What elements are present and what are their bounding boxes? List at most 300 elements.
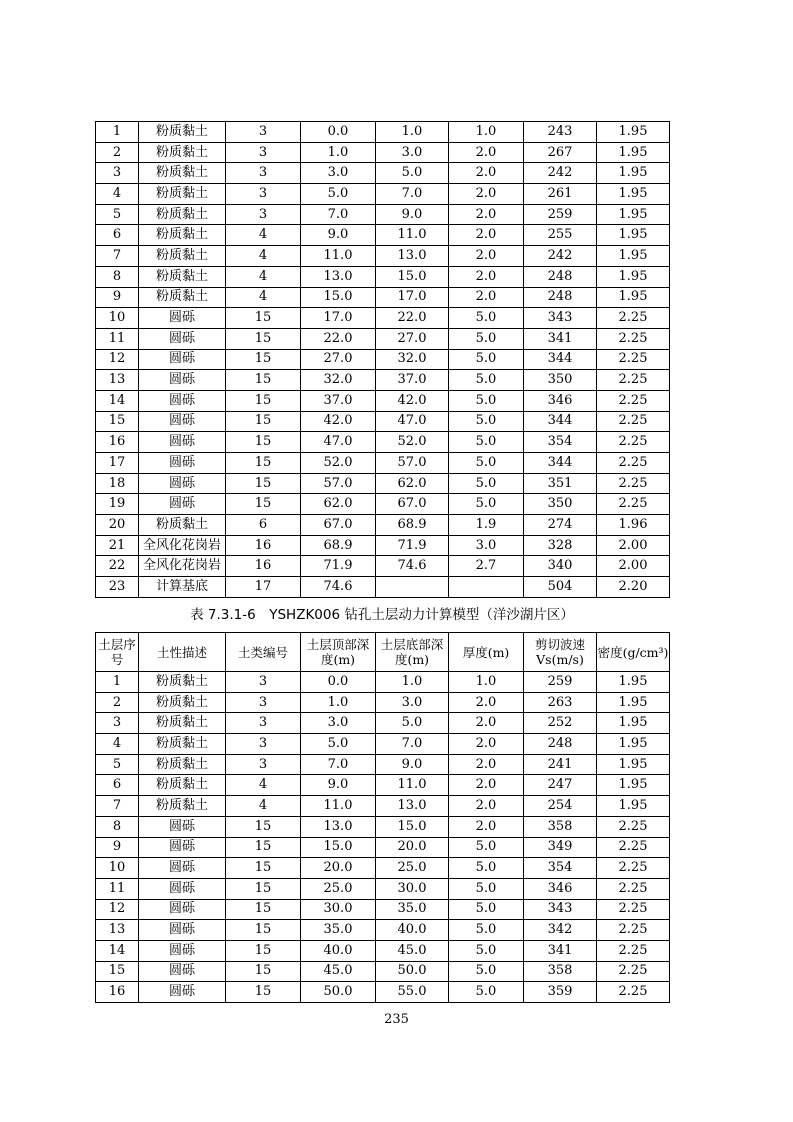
table-row xyxy=(96,961,670,982)
table-cell: 47.0 xyxy=(376,411,449,432)
table-cell: 1.95 xyxy=(597,163,670,184)
table-cell: 350 xyxy=(524,370,597,391)
table-cell: 2.0 xyxy=(449,163,524,184)
table-cell: 15 xyxy=(226,899,301,920)
table-row xyxy=(96,349,670,370)
table-cell: 粉质黏土 xyxy=(139,692,226,713)
table-cell: 圆砾 xyxy=(139,858,226,879)
table-cell: 4 xyxy=(226,225,301,246)
table-cell: 3 xyxy=(226,734,301,755)
table-cell: 2.25 xyxy=(597,453,670,474)
table-cell: 17 xyxy=(96,453,139,474)
table-cell: 504 xyxy=(524,577,597,598)
table-cell: 2.00 xyxy=(597,535,670,556)
table-cell: 255 xyxy=(524,225,597,246)
table-row xyxy=(96,515,670,536)
table-cell: 2.0 xyxy=(449,754,524,775)
table-cell: 241 xyxy=(524,754,597,775)
table-cell: 5.0 xyxy=(449,920,524,941)
table-cell: 1.95 xyxy=(597,204,670,225)
table-cell: 1.0 xyxy=(449,122,524,143)
table-cell: 粉质黏土 xyxy=(139,163,226,184)
table-cell: 1.0 xyxy=(376,672,449,693)
table-cell: 粉质黏土 xyxy=(139,225,226,246)
table-cell: 5.0 xyxy=(449,328,524,349)
table-cell: 358 xyxy=(524,961,597,982)
table-cell: 14 xyxy=(96,390,139,411)
table-cell: 3 xyxy=(226,672,301,693)
table-cell: 14 xyxy=(96,940,139,961)
table-cell: 2.0 xyxy=(449,734,524,755)
table-cell: 8 xyxy=(96,816,139,837)
table-row xyxy=(96,982,670,1003)
table-row xyxy=(96,390,670,411)
table-cell: 粉质黏土 xyxy=(139,204,226,225)
table-cell: 圆砾 xyxy=(139,349,226,370)
table-cell: 2.25 xyxy=(597,308,670,329)
table-row xyxy=(96,672,670,693)
table-cell: 5.0 xyxy=(449,411,524,432)
table-cell: 2.25 xyxy=(597,390,670,411)
table-cell: 25.0 xyxy=(301,878,376,899)
table-cell: 2.25 xyxy=(597,494,670,515)
table-cell: 354 xyxy=(524,858,597,879)
header-top-depth: 土层顶部深度(m) xyxy=(301,633,376,672)
table-cell: 11.0 xyxy=(301,246,376,267)
table-row xyxy=(96,899,670,920)
table-cell: 计算基底 xyxy=(139,577,226,598)
table-cell: 2.25 xyxy=(597,473,670,494)
table-cell: 9 xyxy=(96,837,139,858)
table-row xyxy=(96,494,670,515)
table-cell: 5.0 xyxy=(449,349,524,370)
table-cell: 4 xyxy=(226,775,301,796)
table-cell: 1.95 xyxy=(597,734,670,755)
table-cell: 5.0 xyxy=(301,734,376,755)
table-cell: 20.0 xyxy=(301,858,376,879)
table-cell: 9.0 xyxy=(376,204,449,225)
table-row xyxy=(96,713,670,734)
table-cell: 19 xyxy=(96,494,139,515)
table-cell: 62.0 xyxy=(376,473,449,494)
table-row xyxy=(96,920,670,941)
soil-layer-table-continued xyxy=(95,121,670,598)
table-cell: 341 xyxy=(524,940,597,961)
table-cell: 圆砾 xyxy=(139,390,226,411)
table-cell: 342 xyxy=(524,920,597,941)
table-row xyxy=(96,858,670,879)
table-cell: 5.0 xyxy=(301,184,376,205)
table-cell: 2 xyxy=(96,142,139,163)
table-cell: 55.0 xyxy=(376,982,449,1003)
table-cell: 3 xyxy=(96,163,139,184)
table-cell: 267 xyxy=(524,142,597,163)
table-row xyxy=(96,796,670,817)
table-cell: 346 xyxy=(524,390,597,411)
table-row xyxy=(96,577,670,598)
table-cell xyxy=(449,577,524,598)
table-row xyxy=(96,225,670,246)
table-cell: 4 xyxy=(96,184,139,205)
table-row xyxy=(96,535,670,556)
table-cell: 0.0 xyxy=(301,672,376,693)
table-cell: 圆砾 xyxy=(139,453,226,474)
table-cell: 2.25 xyxy=(597,961,670,982)
table-cell: 5.0 xyxy=(449,494,524,515)
table-cell: 7.0 xyxy=(301,204,376,225)
table-cell: 3 xyxy=(226,713,301,734)
table-cell: 15 xyxy=(226,473,301,494)
table-cell: 3 xyxy=(226,754,301,775)
table-cell: 3 xyxy=(226,204,301,225)
table-cell: 粉质黏土 xyxy=(139,287,226,308)
table-cell: 粉质黏土 xyxy=(139,672,226,693)
table-cell: 2.0 xyxy=(449,142,524,163)
table-cell: 27.0 xyxy=(376,328,449,349)
table-cell: 全风化花岗岩 xyxy=(139,556,226,577)
table-row xyxy=(96,184,670,205)
table-cell: 6 xyxy=(96,775,139,796)
table-cell: 13 xyxy=(96,920,139,941)
table-cell: 2.00 xyxy=(597,556,670,577)
table-cell: 15 xyxy=(226,411,301,432)
table-cell: 圆砾 xyxy=(139,837,226,858)
table-cell: 2.25 xyxy=(597,940,670,961)
table-cell: 254 xyxy=(524,796,597,817)
table-row xyxy=(96,878,670,899)
table-cell: 35.0 xyxy=(376,899,449,920)
table-cell: 圆砾 xyxy=(139,961,226,982)
table-cell: 15 xyxy=(226,837,301,858)
table-cell: 5.0 xyxy=(449,390,524,411)
table-cell: 1.95 xyxy=(597,796,670,817)
table-cell: 6 xyxy=(226,515,301,536)
table-cell: 粉质黏土 xyxy=(139,122,226,143)
table1-body xyxy=(96,122,670,598)
table-cell: 2.25 xyxy=(597,328,670,349)
table-cell: 359 xyxy=(524,982,597,1003)
table-cell: 2.0 xyxy=(449,775,524,796)
table-cell: 2.0 xyxy=(449,266,524,287)
table-cell: 5.0 xyxy=(449,473,524,494)
table-cell: 15 xyxy=(96,961,139,982)
table-cell: 1.95 xyxy=(597,672,670,693)
table-row xyxy=(96,266,670,287)
table2-body xyxy=(96,672,670,1003)
table-cell: 1.95 xyxy=(597,122,670,143)
table-cell: 2.20 xyxy=(597,577,670,598)
table-cell: 粉质黏土 xyxy=(139,734,226,755)
table-cell: 6 xyxy=(96,225,139,246)
table-cell: 2.25 xyxy=(597,837,670,858)
table-cell: 50.0 xyxy=(376,961,449,982)
table-cell: 3 xyxy=(96,713,139,734)
header-soil-description: 土性描述 xyxy=(139,633,226,672)
table-row xyxy=(96,816,670,837)
table-cell: 15.0 xyxy=(301,287,376,308)
table-cell: 71.9 xyxy=(301,556,376,577)
table-cell: 圆砾 xyxy=(139,473,226,494)
table-cell: 62.0 xyxy=(301,494,376,515)
table-cell: 42.0 xyxy=(301,411,376,432)
table-cell: 263 xyxy=(524,692,597,713)
table-cell: 15 xyxy=(226,920,301,941)
table-cell: 346 xyxy=(524,878,597,899)
table-cell: 344 xyxy=(524,349,597,370)
table-cell: 10 xyxy=(96,308,139,329)
table-cell: 344 xyxy=(524,453,597,474)
table-cell: 22.0 xyxy=(376,308,449,329)
table-row xyxy=(96,328,670,349)
table-cell: 349 xyxy=(524,837,597,858)
table-cell: 15 xyxy=(226,816,301,837)
table-cell: 2.25 xyxy=(597,349,670,370)
table-cell: 45.0 xyxy=(301,961,376,982)
table-cell: 341 xyxy=(524,328,597,349)
table-cell: 10 xyxy=(96,858,139,879)
table-cell: 67.0 xyxy=(301,515,376,536)
table-cell: 7.0 xyxy=(376,734,449,755)
table-cell: 2.0 xyxy=(449,796,524,817)
table-cell: 2.25 xyxy=(597,816,670,837)
table-cell: 343 xyxy=(524,308,597,329)
table-cell: 3.0 xyxy=(301,713,376,734)
table-cell: 248 xyxy=(524,287,597,308)
table-cell: 252 xyxy=(524,713,597,734)
table-row xyxy=(96,940,670,961)
table-cell: 5.0 xyxy=(449,961,524,982)
table-cell: 15 xyxy=(226,432,301,453)
table-cell: 全风化花岗岩 xyxy=(139,535,226,556)
table-cell: 42.0 xyxy=(376,390,449,411)
table-cell: 粉质黏土 xyxy=(139,142,226,163)
table-cell: 12 xyxy=(96,349,139,370)
table-row xyxy=(96,287,670,308)
table-cell: 71.9 xyxy=(376,535,449,556)
table-row xyxy=(96,411,670,432)
table-cell: 15 xyxy=(226,328,301,349)
table-cell: 圆砾 xyxy=(139,308,226,329)
table-cell: 4 xyxy=(226,796,301,817)
table-cell: 259 xyxy=(524,204,597,225)
table-cell: 23 xyxy=(96,577,139,598)
table-cell: 358 xyxy=(524,816,597,837)
table-cell: 5 xyxy=(96,204,139,225)
table-cell: 5 xyxy=(96,754,139,775)
table-cell: 5.0 xyxy=(376,163,449,184)
table-cell: 15 xyxy=(226,494,301,515)
header-shear-wave-velocity: 剪切波速Vs(m/s) xyxy=(524,633,597,672)
table-cell: 15 xyxy=(226,308,301,329)
table-cell: 242 xyxy=(524,163,597,184)
table-cell: 15 xyxy=(226,349,301,370)
table-cell: 32.0 xyxy=(301,370,376,391)
table-cell: 16 xyxy=(226,535,301,556)
table-cell: 13.0 xyxy=(301,816,376,837)
table-cell: 粉质黏土 xyxy=(139,713,226,734)
table-cell: 1.95 xyxy=(597,184,670,205)
table-cell: 9.0 xyxy=(301,775,376,796)
table-cell: 5.0 xyxy=(449,370,524,391)
table-cell: 9.0 xyxy=(301,225,376,246)
table-cell: 247 xyxy=(524,775,597,796)
table-cell: 2.0 xyxy=(449,713,524,734)
table-cell: 15 xyxy=(226,370,301,391)
table-cell: 25.0 xyxy=(376,858,449,879)
table-row xyxy=(96,370,670,391)
table-row xyxy=(96,734,670,755)
table-cell: 15 xyxy=(226,390,301,411)
table-cell: 3.0 xyxy=(301,163,376,184)
table-cell: 13.0 xyxy=(376,796,449,817)
table-cell: 52.0 xyxy=(376,432,449,453)
table-row xyxy=(96,142,670,163)
table-cell: 15.0 xyxy=(376,266,449,287)
table-cell: 1.95 xyxy=(597,142,670,163)
table-cell: 11 xyxy=(96,878,139,899)
table-cell: 15 xyxy=(96,411,139,432)
table-cell: 5.0 xyxy=(449,453,524,474)
table-cell: 5.0 xyxy=(449,899,524,920)
table-cell: 248 xyxy=(524,734,597,755)
table-cell: 15.0 xyxy=(376,816,449,837)
table-cell: 354 xyxy=(524,432,597,453)
table-cell: 1.95 xyxy=(597,713,670,734)
table-row xyxy=(96,775,670,796)
table-cell: 7.0 xyxy=(301,754,376,775)
header-density: 密度(g/cm³) xyxy=(597,633,670,672)
table-cell: 7.0 xyxy=(376,184,449,205)
table-cell: 57.0 xyxy=(376,453,449,474)
table-row xyxy=(96,473,670,494)
table-cell: 圆砾 xyxy=(139,940,226,961)
table-cell: 1.0 xyxy=(376,122,449,143)
table-cell: 37.0 xyxy=(376,370,449,391)
table-cell: 4 xyxy=(226,287,301,308)
table-cell: 9 xyxy=(96,287,139,308)
table-cell: 2 xyxy=(96,692,139,713)
table-cell: 2.25 xyxy=(597,982,670,1003)
table-cell: 32.0 xyxy=(376,349,449,370)
table-cell: 1.0 xyxy=(449,672,524,693)
table-cell: 5.0 xyxy=(449,878,524,899)
table-cell: 11.0 xyxy=(376,775,449,796)
table-cell: 1.95 xyxy=(597,266,670,287)
table-cell: 5.0 xyxy=(449,308,524,329)
header-bottom-depth: 土层底部深度(m) xyxy=(376,633,449,672)
table-cell: 11.0 xyxy=(376,225,449,246)
table-cell: 粉质黏土 xyxy=(139,754,226,775)
table-cell: 243 xyxy=(524,122,597,143)
table-cell: 1 xyxy=(96,122,139,143)
table-row xyxy=(96,122,670,143)
table-cell: 1 xyxy=(96,672,139,693)
table-cell: 57.0 xyxy=(301,473,376,494)
table-cell: 15 xyxy=(226,878,301,899)
table-cell: 1.95 xyxy=(597,775,670,796)
table-cell: 5.0 xyxy=(449,940,524,961)
table-cell: 2.25 xyxy=(597,432,670,453)
table-cell: 圆砾 xyxy=(139,432,226,453)
table-cell: 2.0 xyxy=(449,184,524,205)
table-cell: 12 xyxy=(96,899,139,920)
table-cell: 4 xyxy=(226,266,301,287)
table-cell: 3 xyxy=(226,184,301,205)
table-cell: 4 xyxy=(96,734,139,755)
table-cell: 5.0 xyxy=(376,713,449,734)
table-cell: 17.0 xyxy=(376,287,449,308)
table-cell: 2.25 xyxy=(597,878,670,899)
table-cell: 1.95 xyxy=(597,692,670,713)
table-cell: 13.0 xyxy=(376,246,449,267)
table-cell: 74.6 xyxy=(301,577,376,598)
table-cell: 11.0 xyxy=(301,796,376,817)
table-row xyxy=(96,453,670,474)
table-row xyxy=(96,692,670,713)
table-cell: 圆砾 xyxy=(139,370,226,391)
table-cell: 242 xyxy=(524,246,597,267)
table-cell: 2.0 xyxy=(449,816,524,837)
table-row xyxy=(96,163,670,184)
table-cell: 52.0 xyxy=(301,453,376,474)
table-row xyxy=(96,837,670,858)
soil-layer-table-yshzk006 xyxy=(95,632,670,1003)
table-cell: 粉质黏土 xyxy=(139,775,226,796)
table-cell: 1.95 xyxy=(597,754,670,775)
table-row xyxy=(96,556,670,577)
table-cell: 圆砾 xyxy=(139,816,226,837)
table-cell: 2.25 xyxy=(597,858,670,879)
table-cell: 27.0 xyxy=(301,349,376,370)
table-cell: 344 xyxy=(524,411,597,432)
table-cell: 5.0 xyxy=(449,432,524,453)
table-cell: 2.25 xyxy=(597,899,670,920)
table-cell: 30.0 xyxy=(376,878,449,899)
table-cell: 圆砾 xyxy=(139,920,226,941)
table-cell: 粉质黏土 xyxy=(139,266,226,287)
table-cell: 2.0 xyxy=(449,246,524,267)
table-cell: 2.25 xyxy=(597,920,670,941)
table-cell: 16 xyxy=(226,556,301,577)
table-cell: 37.0 xyxy=(301,390,376,411)
table-cell: 68.9 xyxy=(376,515,449,536)
table-cell: 1.95 xyxy=(597,225,670,246)
table-cell: 粉质黏土 xyxy=(139,796,226,817)
table-cell: 1.0 xyxy=(301,692,376,713)
table-cell: 20.0 xyxy=(376,837,449,858)
table-cell: 47.0 xyxy=(301,432,376,453)
table-cell: 40.0 xyxy=(301,940,376,961)
table-cell: 1.0 xyxy=(301,142,376,163)
header-thickness: 厚度(m) xyxy=(449,633,524,672)
table-cell: 351 xyxy=(524,473,597,494)
table-cell: 340 xyxy=(524,556,597,577)
table-cell: 1.95 xyxy=(597,246,670,267)
table-cell: 2.25 xyxy=(597,411,670,432)
table-row xyxy=(96,754,670,775)
table-cell: 259 xyxy=(524,672,597,693)
table-cell: 5.0 xyxy=(449,837,524,858)
table-cell: 1.9 xyxy=(449,515,524,536)
table-cell: 2.0 xyxy=(449,225,524,246)
table-cell: 3 xyxy=(226,692,301,713)
table-cell: 50.0 xyxy=(301,982,376,1003)
table-cell: 圆砾 xyxy=(139,899,226,920)
table-cell: 2.25 xyxy=(597,370,670,391)
table-cell: 圆砾 xyxy=(139,411,226,432)
table2-header-row xyxy=(96,633,670,672)
table-cell: 67.0 xyxy=(376,494,449,515)
